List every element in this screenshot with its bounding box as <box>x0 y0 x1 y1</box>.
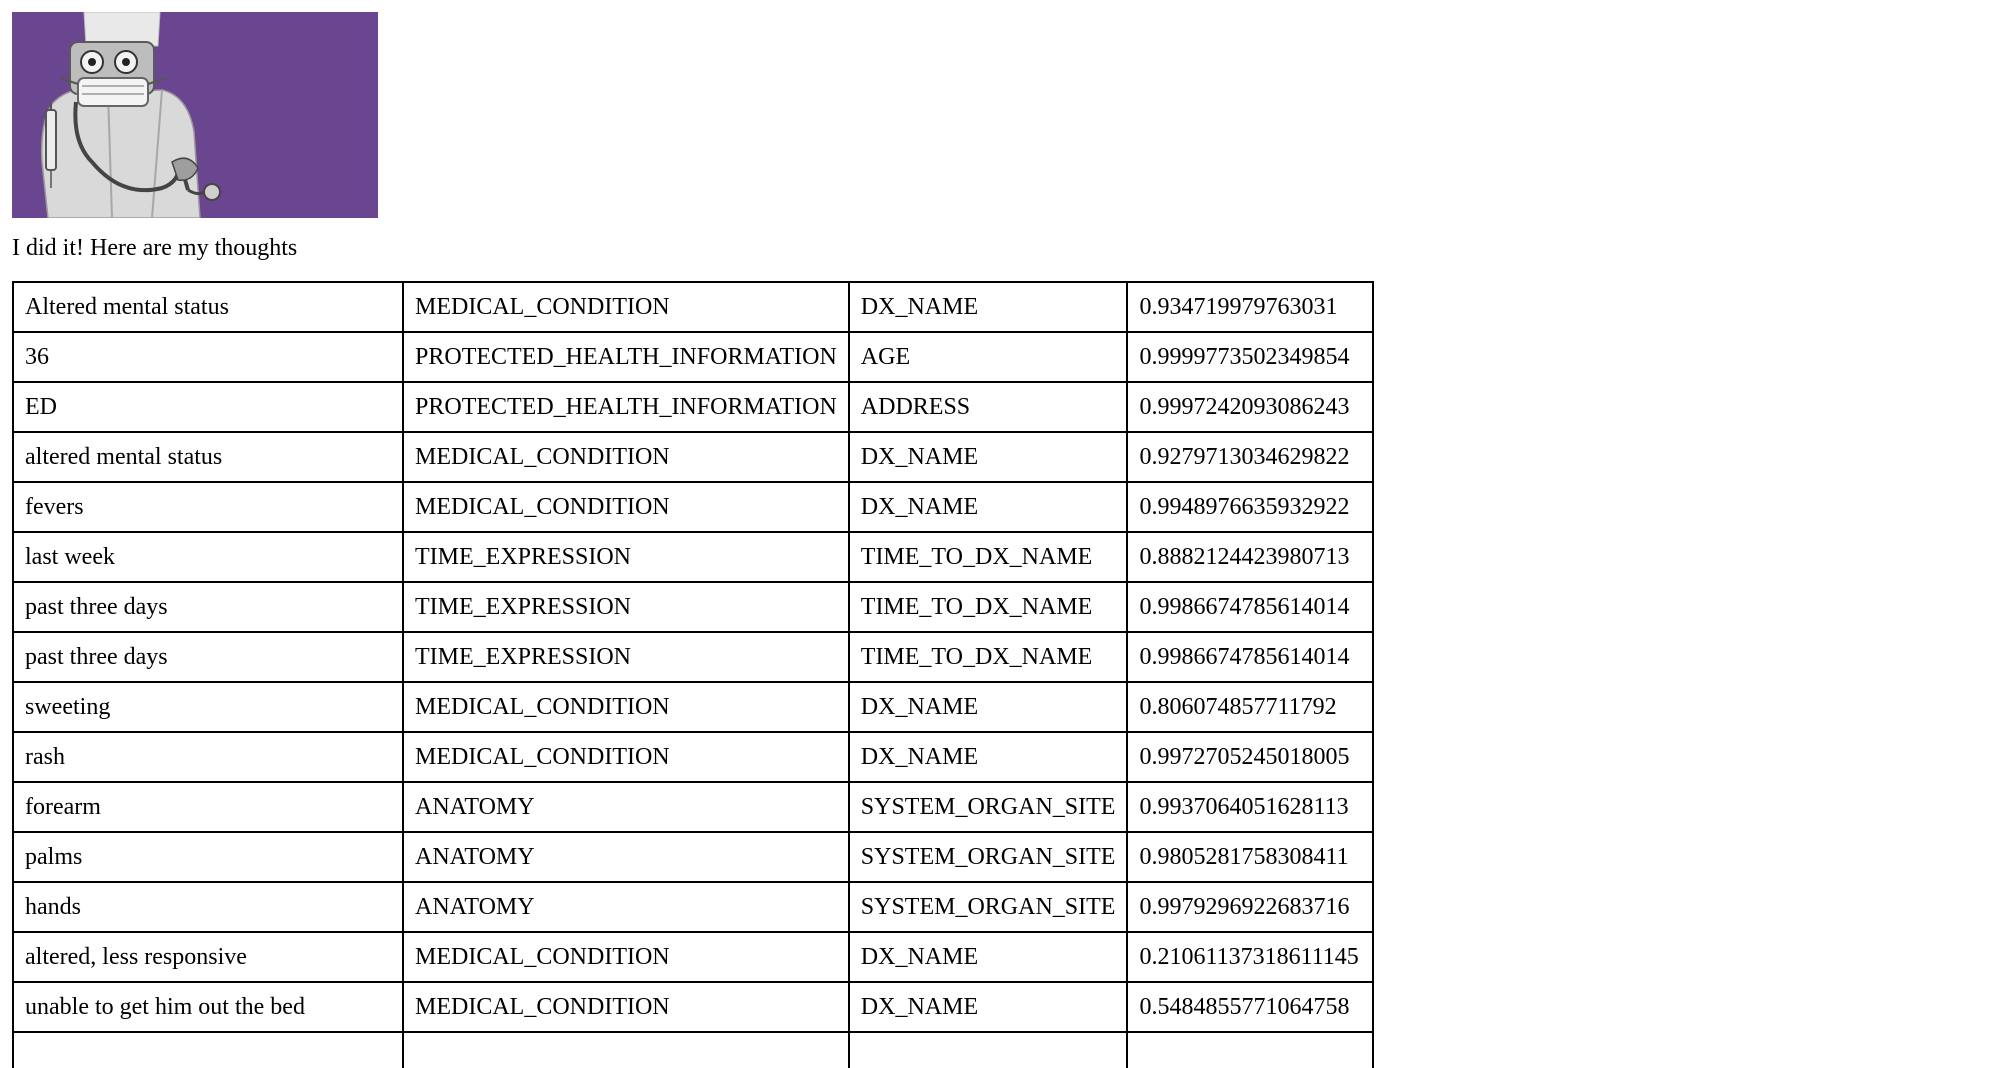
entity-category-cell: MEDICAL_CONDITION <box>403 282 849 332</box>
entity-type-cell: ADDRESS <box>849 382 1128 432</box>
entity-category-cell: ANATOMY <box>403 782 849 832</box>
table-row <box>13 282 1373 332</box>
entity-text-cell: Altered mental status <box>13 282 403 332</box>
entity-score-cell: 0.21061137318611145 <box>1127 932 1373 982</box>
entity-score-cell: 0.9972705245018005 <box>1127 732 1373 782</box>
table-row <box>13 482 1373 532</box>
entity-category-cell: TIME_EXPRESSION <box>403 532 849 582</box>
entity-type-cell: DX_NAME <box>849 432 1128 482</box>
entity-category-cell: MEDICAL_CONDITION <box>403 932 849 982</box>
entity-type-cell: DX_NAME <box>849 982 1128 1032</box>
entity-score-cell: 0.9997242093086243 <box>1127 382 1373 432</box>
entity-text-cell <box>13 1032 403 1068</box>
entity-category-cell: ANATOMY <box>403 882 849 932</box>
table-row <box>13 932 1373 982</box>
entity-type-cell: TIME_TO_DX_NAME <box>849 582 1128 632</box>
entity-text-cell: fevers <box>13 482 403 532</box>
entity-text-cell: sweeting <box>13 682 403 732</box>
table-row <box>13 1032 1373 1068</box>
robot-doctor-illustration <box>12 12 378 218</box>
table-row <box>13 382 1373 432</box>
entity-text-cell: past three days <box>13 582 403 632</box>
entity-type-cell: DX_NAME <box>849 282 1128 332</box>
entity-score-cell: 0.806074857711792 <box>1127 682 1373 732</box>
entity-category-cell: MEDICAL_CONDITION <box>403 732 849 782</box>
entity-score-cell: 0.9948976635932922 <box>1127 482 1373 532</box>
entity-type-cell: DX_NAME <box>849 932 1128 982</box>
entity-text-cell: palms <box>13 832 403 882</box>
hero-image <box>12 12 378 218</box>
entity-text-cell: 36 <box>13 332 403 382</box>
entity-type-cell: SYSTEM_ORGAN_SITE <box>849 882 1128 932</box>
entity-score-cell: 0.9937064051628113 <box>1127 782 1373 832</box>
entity-type-cell: TIME_TO_DX_NAME <box>849 632 1128 682</box>
entity-text-cell: last week <box>13 532 403 582</box>
table-row <box>13 532 1373 582</box>
entity-type-cell: SYSTEM_ORGAN_SITE <box>849 832 1128 882</box>
entity-type-cell <box>849 1032 1128 1068</box>
entity-type-cell: TIME_TO_DX_NAME <box>849 532 1128 582</box>
entity-category-cell: PROTECTED_HEALTH_INFORMATION <box>403 382 849 432</box>
entity-score-cell: 0.9986674785614014 <box>1127 632 1373 682</box>
entity-category-cell: MEDICAL_CONDITION <box>403 982 849 1032</box>
entity-score-cell: 0.9979296922683716 <box>1127 882 1373 932</box>
entity-category-cell: TIME_EXPRESSION <box>403 632 849 682</box>
entity-score-cell: 0.8882124423980713 <box>1127 532 1373 582</box>
entity-type-cell: DX_NAME <box>849 732 1128 782</box>
entity-score-cell: 0.9279713034629822 <box>1127 432 1373 482</box>
table-row <box>13 332 1373 382</box>
table-row <box>13 732 1373 782</box>
table-row <box>13 782 1373 832</box>
entity-text-cell: ED <box>13 382 403 432</box>
result-caption: I did it! Here are my thoughts <box>12 235 298 261</box>
entity-category-cell: ANATOMY <box>403 832 849 882</box>
entity-category-cell: PROTECTED_HEALTH_INFORMATION <box>403 332 849 382</box>
entity-score-cell <box>1127 1032 1373 1068</box>
table-row <box>13 432 1373 482</box>
entity-text-cell: hands <box>13 882 403 932</box>
entity-text-cell: forearm <box>13 782 403 832</box>
entity-score-cell: 0.5484855771064758 <box>1127 982 1373 1032</box>
entity-score-cell: 0.9986674785614014 <box>1127 582 1373 632</box>
entity-category-cell <box>403 1032 849 1068</box>
entity-text-cell: unable to get him out the bed <box>13 982 403 1032</box>
entity-type-cell: SYSTEM_ORGAN_SITE <box>849 782 1128 832</box>
table-row <box>13 882 1373 932</box>
entity-text-cell: altered mental status <box>13 432 403 482</box>
table-row <box>13 832 1373 882</box>
table-row <box>13 682 1373 732</box>
entity-text-cell: past three days <box>13 632 403 682</box>
entity-category-cell: TIME_EXPRESSION <box>403 582 849 632</box>
entity-category-cell: MEDICAL_CONDITION <box>403 682 849 732</box>
entities-table-body <box>13 282 1373 1068</box>
entity-category-cell: MEDICAL_CONDITION <box>403 482 849 532</box>
table-row <box>13 632 1373 682</box>
entity-score-cell: 0.9805281758308411 <box>1127 832 1373 882</box>
table-row <box>13 582 1373 632</box>
entities-table <box>12 281 1374 1068</box>
table-row <box>13 982 1373 1032</box>
entity-type-cell: DX_NAME <box>849 482 1128 532</box>
entity-score-cell: 0.9999773502349854 <box>1127 332 1373 382</box>
entity-category-cell: MEDICAL_CONDITION <box>403 432 849 482</box>
entity-score-cell: 0.934719979763031 <box>1127 282 1373 332</box>
entity-text-cell: altered, less responsive <box>13 932 403 982</box>
entity-type-cell: AGE <box>849 332 1128 382</box>
entity-text-cell: rash <box>13 732 403 782</box>
entity-type-cell: DX_NAME <box>849 682 1128 732</box>
